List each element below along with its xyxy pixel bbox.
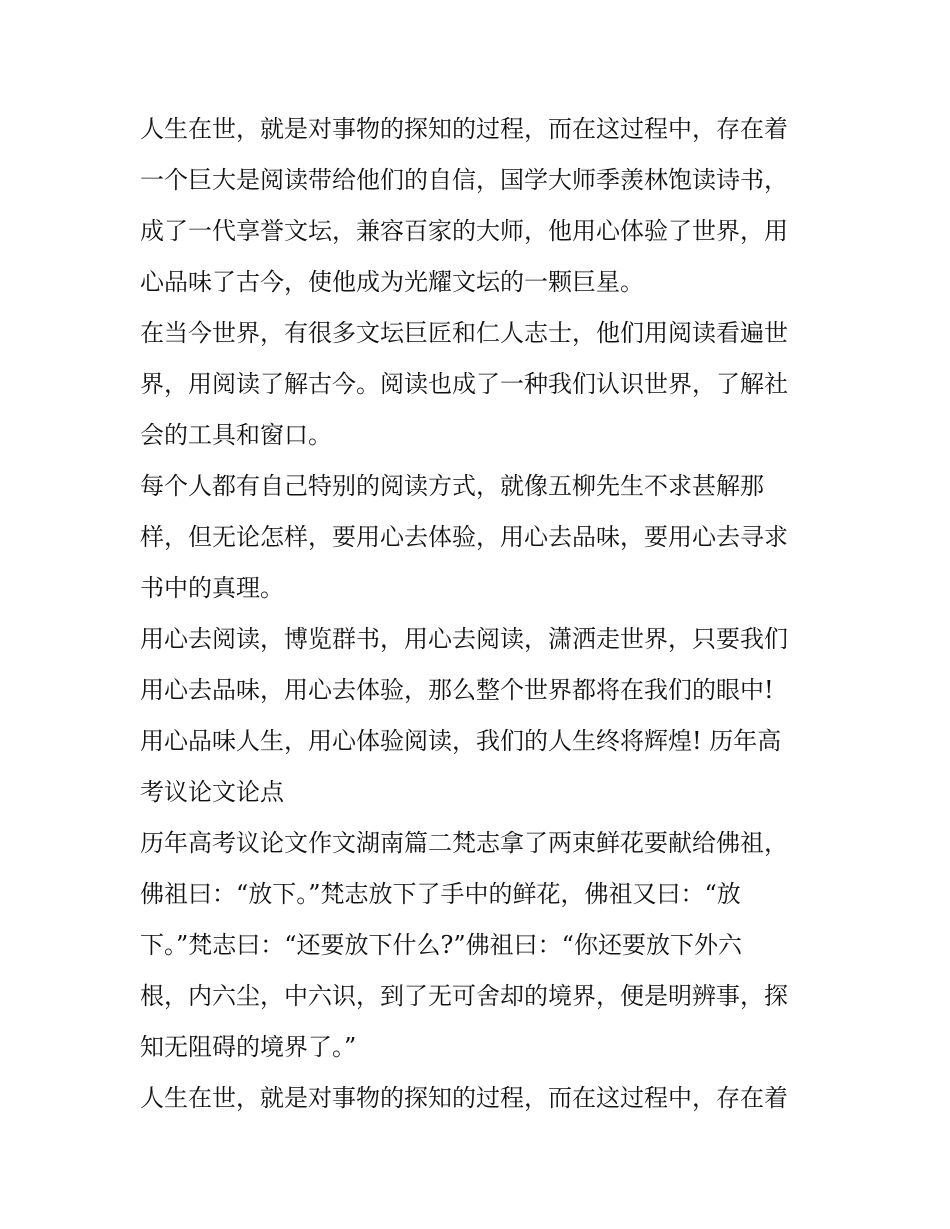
text-line: 界，用阅读了解古今。阅读也成了一种我们认识世界，了解社 (140, 370, 788, 398)
text-line: 心品味了古今，使他成为光耀文坛的一颗巨星。 (140, 268, 644, 296)
text-line: 成了一代享誉文坛，兼容百家的大师，他用心体验了世界，用 (140, 217, 788, 245)
text-line: 在当今世界，有很多文坛巨匠和仁人志士，他们用阅读看遍世 (140, 319, 788, 347)
text-line: 下。”梵志曰：“还要放下什么?”佛祖曰：“你还要放下外六 (140, 931, 742, 959)
text-line: 会的工具和窗口。 (140, 421, 332, 449)
text-line: 用心去阅读，博览群书，用心去阅读，潇洒走世界，只要我们 (140, 625, 788, 653)
text-line: 人生在世，就是对事物的探知的过程，而在这过程中，存在着 (140, 1084, 788, 1112)
text-line: 佛祖曰：“放下。”梵志放下了手中的鲜花，佛祖又曰：“放 (140, 880, 741, 908)
text-line: 历年高考议论文作文湖南篇二梵志拿了两束鲜花要献给佛祖， (140, 829, 788, 857)
text-line: 一个巨大是阅读带给他们的自信，国学大师季羡林饱读诗书， (140, 166, 788, 194)
body-text (140, 104, 820, 1124)
text-line: 考议论文论点 (140, 778, 284, 806)
text-line: 每个人都有自己特别的阅读方式，就像五柳先生不求甚解那 (140, 472, 764, 500)
text-line: 样，但无论怎样，要用心去体验，用心去品味，要用心去寻求 (140, 523, 788, 551)
text-line: 根，内六尘，中六识，到了无可舍却的境界，便是明辨事，探 (140, 982, 788, 1010)
text-line: 知无阻碍的境界了。” (140, 1033, 357, 1061)
text-line: 人生在世，就是对事物的探知的过程，而在这过程中，存在着 (140, 115, 788, 143)
text-line: 用心去品味，用心去体验，那么整个世界都将在我们的眼中! (140, 676, 774, 704)
text-line: 用心品味人生，用心体验阅读，我们的人生终将辉煌! 历年高 (140, 727, 782, 755)
text-line: 书中的真理。 (140, 574, 284, 602)
